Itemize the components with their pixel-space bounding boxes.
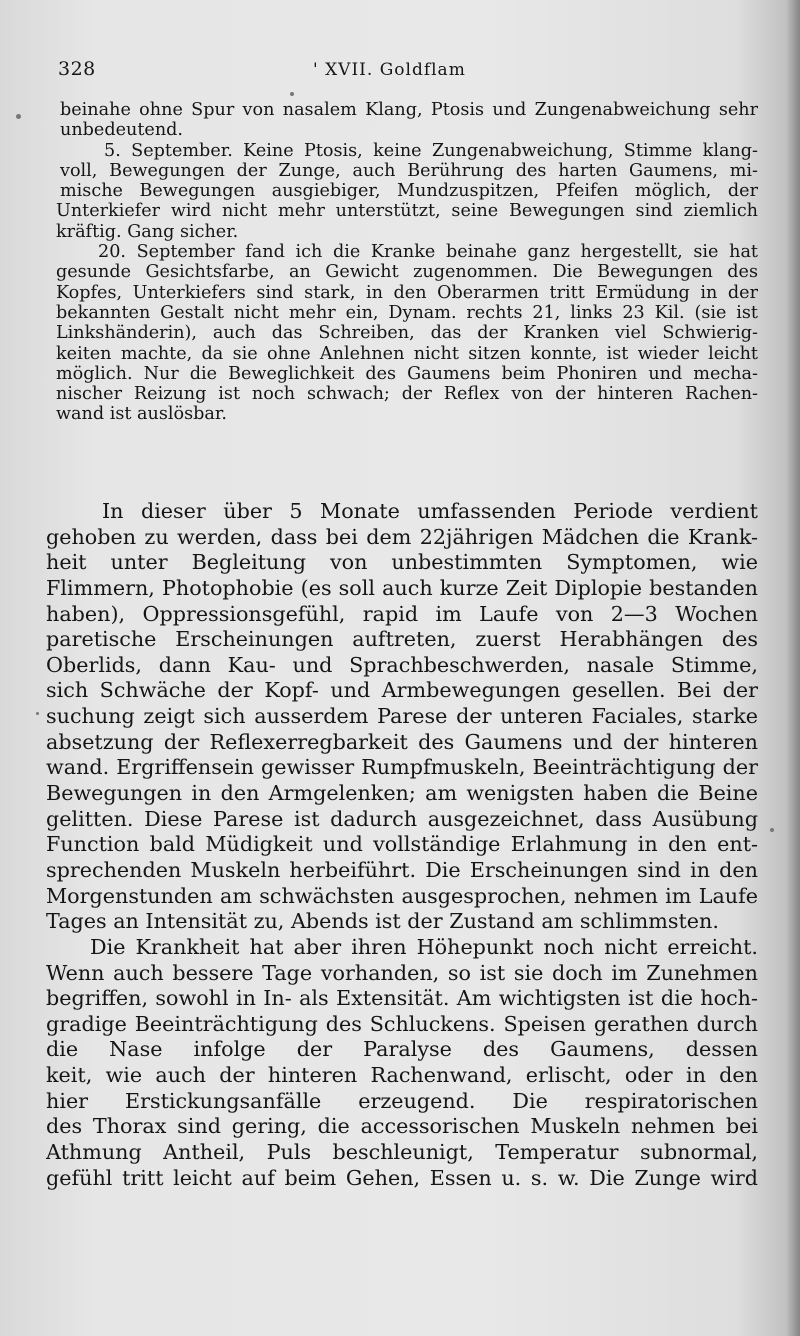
body-line: absetzung der Reflexerregbarkeit des Gaumens und der hinteren — [46, 729, 758, 754]
journal-line: keiten machte, da sie ohne Anlehnen nicht sitzen konnte, ist wieder leicht — [56, 343, 758, 364]
journal-line: voll, Bewegungen der Zunge, auch Berührung des harten Gaumens, mi- — [60, 160, 758, 181]
journal-line: unbedeutend. — [60, 120, 184, 141]
discussion-block — [46, 499, 758, 1191]
body-line: Die Krankheit hat aber ihren Höhepunkt noch nicht erreicht. — [90, 934, 758, 959]
body-line: Flimmern, Photophobie (es soll auch kurze Zeit Diplopie bestanden — [46, 575, 758, 600]
body-line: Wenn auch bessere Tage vorhanden, so ist sie doch im Zunehmen — [46, 960, 758, 985]
journal-line: mische Bewegungen ausgiebiger, Mundzuspitzen, Pfeifen möglich, der — [60, 181, 758, 202]
journal-line: gesunde Gesichtsfarbe, an Gewicht zugenommen. Die Bewegungen des — [56, 262, 758, 283]
print-speck — [770, 828, 774, 832]
print-speck — [290, 92, 294, 96]
journal-line: Linkshänderin), auch das Schreiben, das der Kranken viel Schwierig- — [56, 323, 758, 344]
body-line: suchung zeigt sich ausserdem Parese der unteren Faciales, starke — [46, 704, 758, 729]
body-line: sich Schwäche der Kopf- und Armbewegungen gesellen. Bei der — [46, 678, 758, 703]
body-line: haben), Oppressionsgefühl, rapid im Laufe von 2—3 Wochen — [46, 601, 758, 626]
page-number: 328 — [58, 58, 96, 80]
journal-line: Kopfes, Unterkiefers sind stark, in den Oberarmen tritt Ermüdung in der — [56, 282, 758, 303]
journal-line: kräftig. Gang sicher. — [56, 221, 239, 242]
body-line: Oberlids, dann Kau- und Sprachbeschwerden, nasale Stimme, — [46, 652, 758, 677]
body-line: gradige Beeinträchtigung des Schluckens. Speisen gerathen durch — [46, 1011, 758, 1036]
body-line: Function bald Müdigkeit und vollständige Erlahmung in den ent- — [46, 832, 758, 857]
page-edge-shadow — [786, 0, 800, 1336]
journal-line: 5. September. Keine Ptosis, keine Zungenabweichung, Stimme klang- — [104, 140, 758, 161]
body-line: keit, wie auch der hinteren Rachenwand, erlischt, oder in den — [46, 1063, 758, 1088]
print-speck — [36, 712, 39, 715]
journal-line: nischer Reizung ist noch schwach; der Reflex von der hinteren Rachen- — [56, 384, 758, 405]
body-line: gefühl tritt leicht auf beim Gehen, Essen u. s. w. Die Zunge wird — [46, 1165, 758, 1190]
journal-line: bekannten Gestalt nicht mehr ein, Dynam. rechts 21, links 23 Kil. (sie ist — [56, 302, 758, 323]
journal-line: wand ist auslösbar. — [56, 404, 227, 425]
body-line: In dieser über 5 Monate umfassenden Periode verdient — [102, 499, 758, 523]
case-journal-block — [46, 100, 758, 425]
body-line: Tages an Intensität zu, Abends ist der Zustand am schlimmsten. — [46, 909, 719, 934]
body-line: Athmung Antheil, Puls beschleunigt, Temperatur subnormal, — [46, 1140, 758, 1165]
body-line: heit unter Begleitung von unbestimmten Symptomen, wie — [46, 550, 758, 575]
body-line: die Nase infolge der Paralyse des Gaumens, dessen — [46, 1037, 758, 1062]
body-line: sprechenden Muskeln herbeiführt. Die Erscheinungen sind in den — [46, 857, 758, 882]
body-line: Bewegungen in den Armgelenken; am wenigsten haben die Beine — [46, 781, 758, 806]
body-line: wand. Ergriffensein gewisser Rumpfmuskeln, Beeinträchtigung der — [46, 755, 758, 780]
journal-line: möglich. Nur die Beweglichkeit des Gaumens beim Phoniren und mecha- — [56, 363, 758, 384]
body-line: gehoben zu werden, dass bei dem 22jährigen Mädchen die Krank- — [46, 524, 758, 549]
journal-line: beinahe ohne Spur von nasalem Klang, Ptosis und Zungenabweichung sehr — [60, 100, 758, 120]
body-line: hier Erstickungsanfälle erzeugend. Die respiratorischen — [46, 1088, 758, 1113]
body-line: begriffen, sowohl in In- als Extensität. Am wichtigsten ist die hoch- — [46, 986, 758, 1011]
body-line: gelitten. Diese Parese ist dadurch ausgezeichnet, dass Ausübung — [46, 806, 758, 831]
running-head: ' XVII. Goldflam — [313, 60, 466, 80]
page-header — [58, 58, 758, 88]
print-speck — [16, 114, 21, 119]
journal-line: Unterkiefer wird nicht mehr unterstützt, seine Bewegungen sind ziemlich — [56, 201, 758, 222]
body-line: Morgenstunden am schwächsten ausgesprochen, nehmen im Laufe — [46, 883, 758, 908]
body-line: paretische Erscheinungen auftreten, zuerst Herabhängen des — [46, 627, 758, 652]
journal-line: 20. September fand ich die Kranke beinahe ganz hergestellt, sie hat — [98, 242, 758, 263]
body-line: des Thorax sind gering, die accessorischen Muskeln nehmen bei — [46, 1114, 758, 1139]
